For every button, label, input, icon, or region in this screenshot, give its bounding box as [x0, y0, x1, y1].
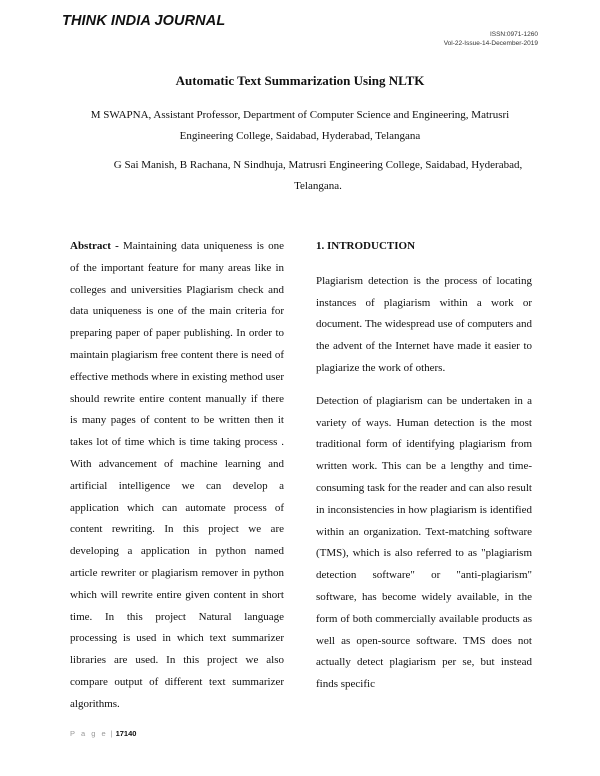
abstract-text: Maintaining data uniqueness is one of the important feature for many areas like in colleges and universities Plagiarism check and data uniqueness is one of the main criteria for preparing paper of paper publishing. In order to maintain plagiarism free content there is need of effective methods where in existing method user should rewrite entire content manually if there is many pages of content to be written then it takes lot of time which is time taking process . With advancement of machine learning and artificial intelligence we can develop a application which can automate process of content rewriting. In this project we are developing a application in python named article rewriter or plagiarism remover in python which will rewrite entire given content in short time. In this project Natural language processing is used in which text summarizer libraries are used. In this project we also compare output of different text summarizer algorithms.	[70, 240, 284, 710]
abstract-label: Abstract -	[70, 240, 119, 252]
page-label: P a g e	[70, 729, 108, 738]
introduction-paragraph-2: Detection of plagiarism can be undertaken in a variety of ways. Human detection is the most traditional form of identifying plagiarism from written work. This can be a lengthy and time-consuming task for the reader and can also result in inconsistencies in how plagiarism is identified within an organization. Text-matching software (TMS), which is also referred to as "plagiarism detection software" or "anti-plagiarism" software, has become widely available, in the form of both commercially available products as well as open-source software. TMS does not actually detect plagiarism per se, but instead finds specific	[316, 394, 532, 691]
volume-issue: Vol-22-Issue-14-December-2019	[443, 40, 538, 47]
authors-primary: M SWAPNA, Assistant Professor, Department of Computer Science and Engineering, Matrusri Engineering College, Saidabad, Hyderabad, Telangana	[90, 109, 510, 142]
introduction-paragraph-1: Plagiarism detection is the process of locating instances of plagiarism within a work or document. The widespread use of computers and the advent of the Internet have made it easier to plagiarize the work of others.	[316, 274, 532, 374]
issn-number: ISSN:0971-1260	[489, 31, 538, 38]
introduction-heading: 1. INTRODUCTION	[316, 240, 416, 252]
page-number: 17140	[115, 729, 137, 738]
journal-name: THINK INDIA JOURNAL	[62, 13, 226, 29]
issn-block	[444, 30, 538, 48]
left-column	[70, 236, 284, 716]
abstract-paragraph	[70, 236, 284, 716]
paper-title: Automatic Text Summarization Using NLTK	[175, 73, 425, 88]
page-footer	[70, 729, 136, 738]
footer-separator: |	[110, 729, 113, 738]
authors-secondary: G Sai Manish, B Rachana, N Sindhuja, Matrusri Engineering College, Saidabad, Hyderabad, Telangana.	[113, 159, 523, 192]
right-column	[316, 236, 532, 696]
